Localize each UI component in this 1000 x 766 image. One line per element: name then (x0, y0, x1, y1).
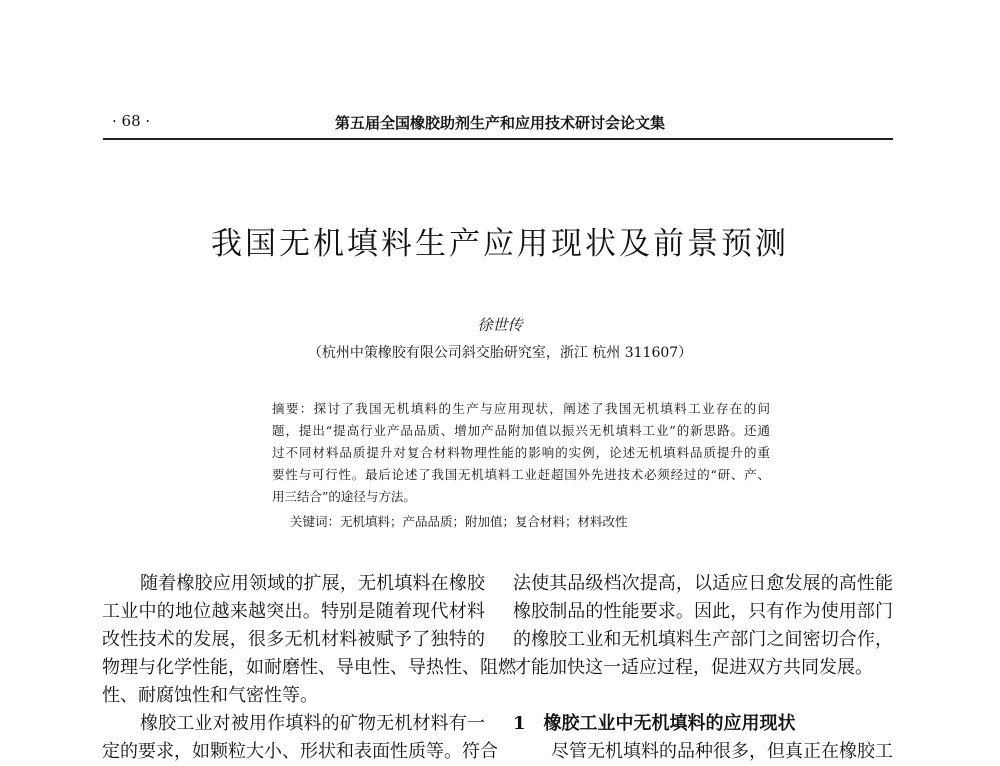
running-title: 第五届全国橡胶助剂生产和应用技术研讨会论文集 (334, 114, 665, 132)
body-line: 橡胶工业对被用作填料的矿物无机材料有一 (140, 713, 485, 734)
abstract-line: 摘要：探讨了我国无机填料的生产与应用现状，阐述了我国无机填料工业存在的问 (272, 401, 770, 416)
right-column (513, 570, 893, 766)
abstract-line: 要性与可行性。最后论述了我国无机填料工业赶超国外先进技术必须经过的“研、产、 (272, 467, 770, 482)
body-line: 物理与化学性能，如耐磨性、导电性、导热性、阻燃 (102, 657, 516, 678)
abstract-line: 过不同材料品质提升对复合材料物理性能的影响的实例，论述无机填料品质提升的重 (272, 445, 770, 460)
author: 徐世传 (477, 316, 523, 334)
body-line: 才能加快这一适应过程，促进双方共同发展。 (513, 657, 873, 678)
body-line: 的橡胶工业和无机填料生产部门之间密切合作， (513, 629, 893, 650)
body-line: 随着橡胶应用领域的扩展，无机填料在橡胶 (140, 573, 485, 594)
body-line: 改性技术的发展，很多无机材料被赋予了独特的 (102, 629, 485, 650)
abstract-line: 题，提出“提高行业产品品质、增加产品附加值以振兴无机填料工业”的新思路。还通 (272, 423, 770, 438)
body-line: 工业中的地位越来越突出。特别是随着现代材料 (102, 601, 485, 622)
keywords: 关键词：无机填料；产品品质；附加值；复合材料；材料改性 (290, 514, 628, 529)
affiliation: （杭州中策橡胶有限公司斜交胎研究室，浙江 杭州 311607） (307, 345, 693, 361)
abstract (272, 398, 770, 508)
body-line: 法使其品级档次提高，以适应日愈发展的高性能 (513, 573, 893, 594)
section-heading: 1 橡胶工业中无机填料的应用现状 (513, 713, 796, 734)
paper-title: 我国无机填料生产应用现状及前景预测 (211, 226, 789, 262)
abstract-line: 用三结合”的途径与方法。 (272, 489, 416, 504)
left-column (102, 570, 516, 766)
body-line: 性、耐腐蚀性和气密性等。 (102, 685, 318, 706)
body-line: 尽管无机填料的品种很多，但真正在橡胶工 (551, 741, 893, 762)
header-rule (103, 138, 893, 140)
body-line: 橡胶制品的性能要求。因此，只有作为使用部门 (513, 601, 893, 622)
paragraph-gap (513, 682, 893, 710)
body-line: 定的要求，如颗粒大小、形状和表面性质等。符合 (102, 741, 498, 762)
page-number: · 68 · (112, 112, 151, 130)
